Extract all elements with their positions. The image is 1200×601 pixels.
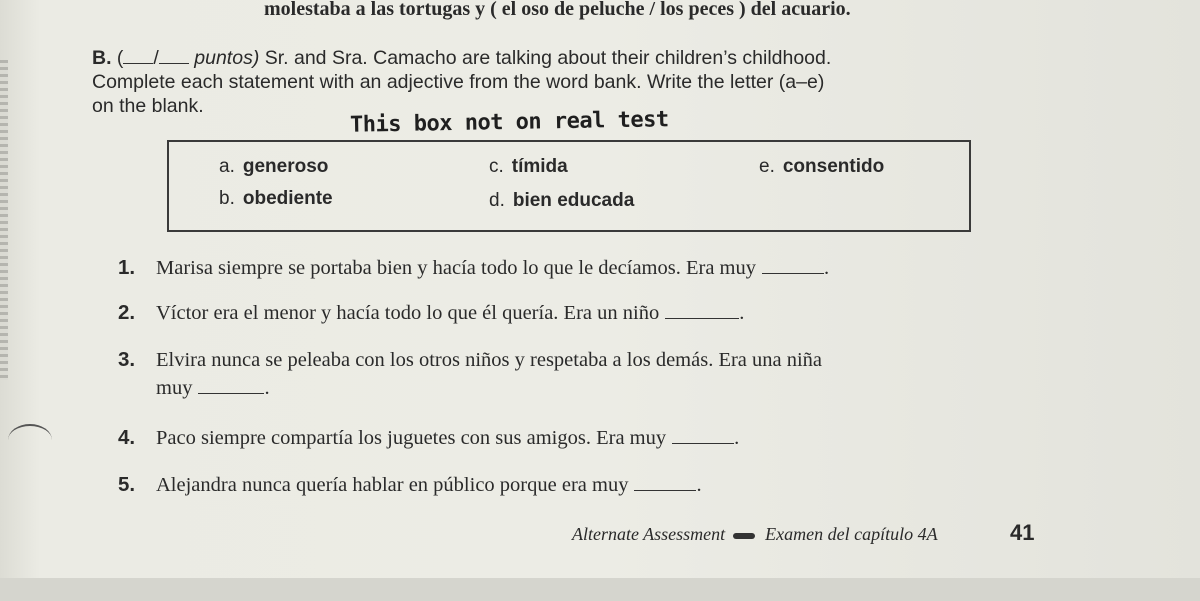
footer-separator	[733, 533, 755, 539]
page-footer	[572, 524, 938, 545]
question-period: .	[264, 377, 270, 399]
answer-blank[interactable]	[198, 375, 264, 394]
top-line-text: molestaba a las tortugas y (	[264, 0, 497, 20]
question-continuation	[118, 374, 1018, 402]
question-period: .	[696, 474, 702, 496]
answer-blank[interactable]	[665, 300, 739, 319]
question-2	[118, 299, 1018, 327]
word-letter: a.	[219, 156, 235, 177]
binding-strip	[0, 60, 8, 380]
question-period: .	[739, 302, 745, 324]
question-number: 3.	[118, 348, 136, 371]
word-letter: e.	[759, 156, 775, 177]
question-4	[118, 424, 1018, 452]
instruction-line-2: Complete each statement with an adjective from the word bank. Write the letter (a–e)	[92, 71, 825, 93]
page-number: 41	[1010, 520, 1035, 545]
answer-blank[interactable]	[762, 255, 824, 274]
answer-blank[interactable]	[672, 425, 734, 444]
word-letter: d.	[489, 190, 505, 211]
points-slash: /	[153, 47, 159, 69]
question-3	[118, 346, 1018, 402]
question-text: Víctor era el menor y hacía todo lo que él quería. Era un niño	[156, 302, 660, 324]
question-period: .	[824, 257, 830, 279]
instruction-line-1: Sr. and Sra. Camacho are talking about their children’s childhood.	[264, 47, 832, 69]
question-text: Paco siempre compartía los juguetes con sus amigos. Era muy	[156, 427, 667, 449]
question-text: Alejandra nunca quería hablar en público porque era muy	[156, 474, 629, 496]
previous-question-line	[264, 0, 851, 21]
handwritten-note: This box not on real test	[349, 107, 669, 138]
word-bank-item-c	[489, 156, 568, 178]
word-text: obediente	[242, 188, 333, 209]
top-line-end: ) del acuario.	[739, 0, 851, 20]
footer-chapter-label: Examen del capítulo 4A	[765, 524, 938, 544]
question-period: .	[734, 427, 740, 449]
footer-assessment-label: Alternate Assessment	[572, 524, 726, 544]
answer-blank[interactable]	[634, 472, 696, 491]
word-bank-item-d	[489, 190, 634, 212]
word-letter: b.	[219, 188, 235, 209]
question-1	[118, 254, 1018, 282]
word-text: bien educada	[512, 190, 635, 211]
points-open: (	[116, 47, 124, 69]
word-text: tímida	[511, 156, 568, 177]
top-line-option-a: el oso de peluche	[501, 0, 645, 20]
section-letter: B.	[92, 47, 112, 69]
word-bank-item-e	[759, 156, 884, 178]
word-letter: c.	[489, 156, 504, 177]
word-bank-box	[167, 140, 971, 232]
top-line-separator: /	[649, 0, 656, 20]
question-number: 5.	[118, 473, 136, 496]
question-5	[118, 471, 1018, 499]
question-number: 1.	[118, 256, 136, 279]
points-label: puntos)	[194, 47, 260, 69]
section-line-1	[92, 46, 1042, 70]
bottom-edge	[0, 578, 1200, 601]
word-bank-item-b	[219, 188, 333, 210]
question-text-cont: muy	[156, 377, 193, 399]
question-number: 4.	[118, 426, 136, 449]
word-text: generoso	[242, 156, 329, 177]
points-blank-total	[159, 49, 189, 64]
word-bank-item-a	[219, 156, 328, 178]
question-number: 2.	[118, 301, 136, 324]
section-instructions	[92, 46, 1042, 118]
word-text: consentido	[782, 156, 885, 177]
question-text: Elvira nunca se peleaba con los otros niños y respetaba a los demás. Era una niña	[156, 349, 823, 371]
page-curl	[8, 424, 52, 456]
instruction-line-3: on the blank.	[92, 95, 204, 117]
top-line-option-b: los peces	[660, 0, 734, 20]
points-blank-earned	[123, 49, 153, 64]
question-text: Marisa siempre se portaba bien y hacía todo lo que le decíamos. Era muy	[156, 257, 756, 279]
